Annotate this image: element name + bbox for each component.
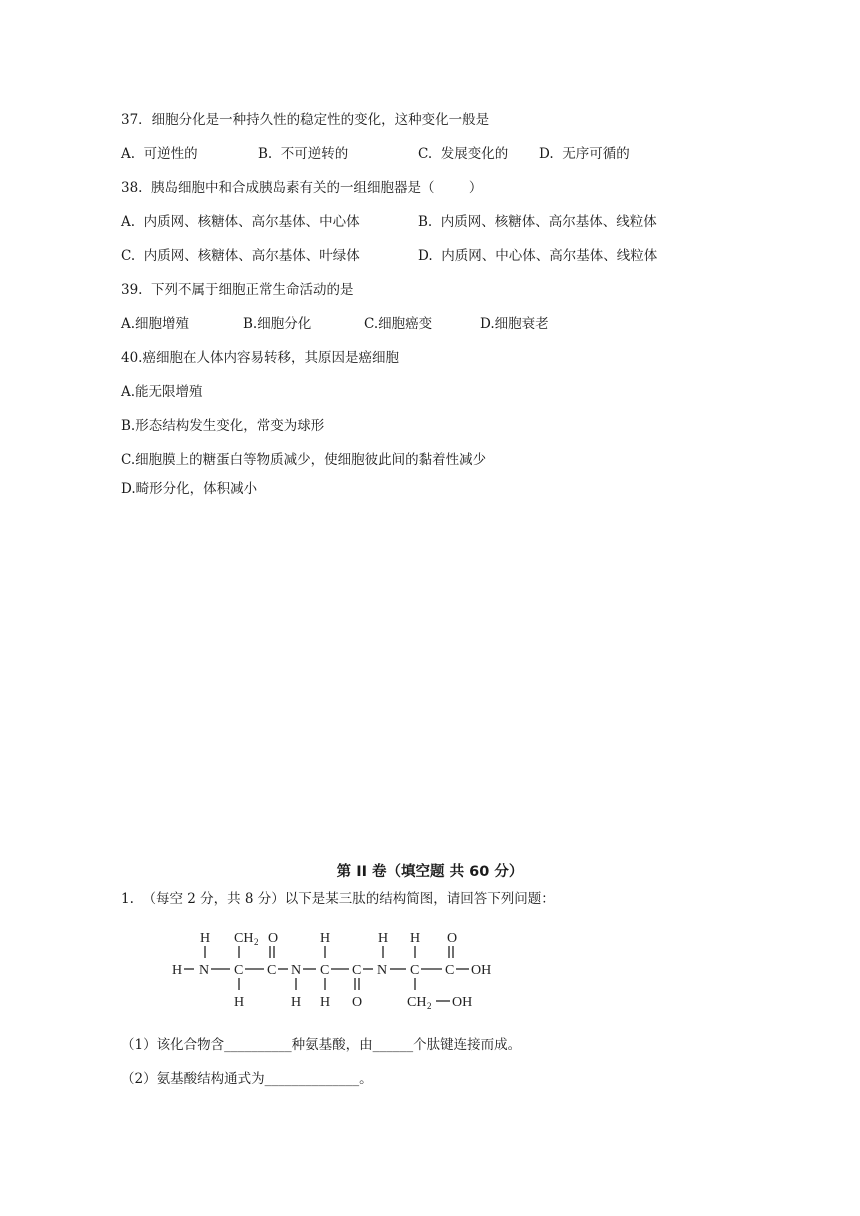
q37-option-c: C. 发展变化的	[418, 146, 509, 162]
q37-option-a: A. 可逆性的	[121, 146, 198, 162]
q38-option-b: B. 内质网、核糖体、高尔基体、线粒体	[418, 214, 657, 230]
q37-option-d: D. 无序可循的	[539, 146, 630, 162]
atom-h-top-2: H	[320, 931, 331, 946]
fill1-sub2: （2）氨基酸结构通式为______________。	[121, 1071, 373, 1087]
atom-c-alpha-2: C	[320, 963, 330, 978]
atom-c-carboxyl: C	[445, 963, 455, 978]
atom-n-3: N	[377, 963, 388, 978]
atom-c-carbonyl-1: C	[267, 963, 277, 978]
q40-option-d: D.畸形分化，体积减小	[121, 481, 258, 497]
q39-option-d: D.细胞衰老	[480, 316, 549, 332]
atom-h-top-1: H	[200, 931, 211, 946]
atom-ch2-bottom: CH	[407, 995, 427, 1010]
atom-oh-terminal: OH	[471, 963, 492, 978]
atom-ch2-subscript: 2	[254, 937, 259, 947]
atom-h-bottom-3: H	[320, 995, 331, 1010]
atom-ch2-bottom-subscript: 2	[427, 1001, 432, 1011]
q39-option-b: B.细胞分化	[243, 316, 312, 332]
atom-n-1: N	[199, 963, 210, 978]
atom-h-terminal: H	[172, 963, 183, 978]
q40-option-c: C.细胞膜上的糖蛋白等物质减少，使细胞彼此间的黏着性减少	[121, 452, 487, 468]
atom-c-alpha-3: C	[410, 963, 420, 978]
fill1-sub1: （1）该化合物含__________种氨基酸，由______个肽键连接而成。	[121, 1037, 522, 1053]
q39-option-a: A.细胞增殖	[121, 316, 190, 332]
q40-stem: 40.癌细胞在人体内容易转移，其原因是癌细胞	[121, 350, 399, 366]
q38-stem: 38. 胰岛细胞中和合成胰岛素有关的一组细胞器是（ ）	[121, 180, 483, 196]
q39-stem: 39. 下列不属于细胞正常生命活动的是	[121, 282, 354, 298]
q38-option-d: D. 内质网、中心体、高尔基体、线粒体	[418, 248, 658, 264]
fill1-stem: 1. （每空 2 分，共 8 分）以下是某三肽的结构简图，请回答下列问题：	[121, 891, 555, 907]
tripeptide-structure-diagram	[166, 922, 506, 1022]
atom-h-top-3: H	[378, 931, 389, 946]
q40-option-a: A.能无限增殖	[121, 384, 203, 400]
atom-o-top-2: O	[447, 931, 458, 946]
q38-option-a: A. 内质网、核糖体、高尔基体、中心体	[121, 214, 360, 230]
atom-c-alpha-1: C	[234, 963, 244, 978]
q40-option-b: B.形态结构发生变化，常变为球形	[121, 418, 325, 434]
section-title: 第 II 卷（填空题 共 60 分）	[336, 864, 524, 880]
q38-option-c: C. 内质网、核糖体、高尔基体、叶绿体	[121, 248, 360, 264]
atom-oh-side-chain: OH	[452, 995, 473, 1010]
atom-h-top-4: H	[410, 931, 421, 946]
atom-n-2: N	[291, 963, 302, 978]
atom-o-top-1: O	[268, 931, 279, 946]
q37-option-b: B. 不可逆转的	[258, 146, 349, 162]
atom-h-bottom-1: H	[234, 995, 245, 1010]
atom-h-bottom-2: H	[291, 995, 302, 1010]
atom-o-bottom: O	[352, 995, 363, 1010]
q39-option-c: C.细胞癌变	[364, 316, 433, 332]
atom-c-carbonyl-2: C	[352, 963, 362, 978]
atom-ch2-top: CH	[234, 931, 254, 946]
q37-stem: 37．细胞分化是一种持久性的稳定性的变化，这种变化一般是	[121, 112, 490, 128]
